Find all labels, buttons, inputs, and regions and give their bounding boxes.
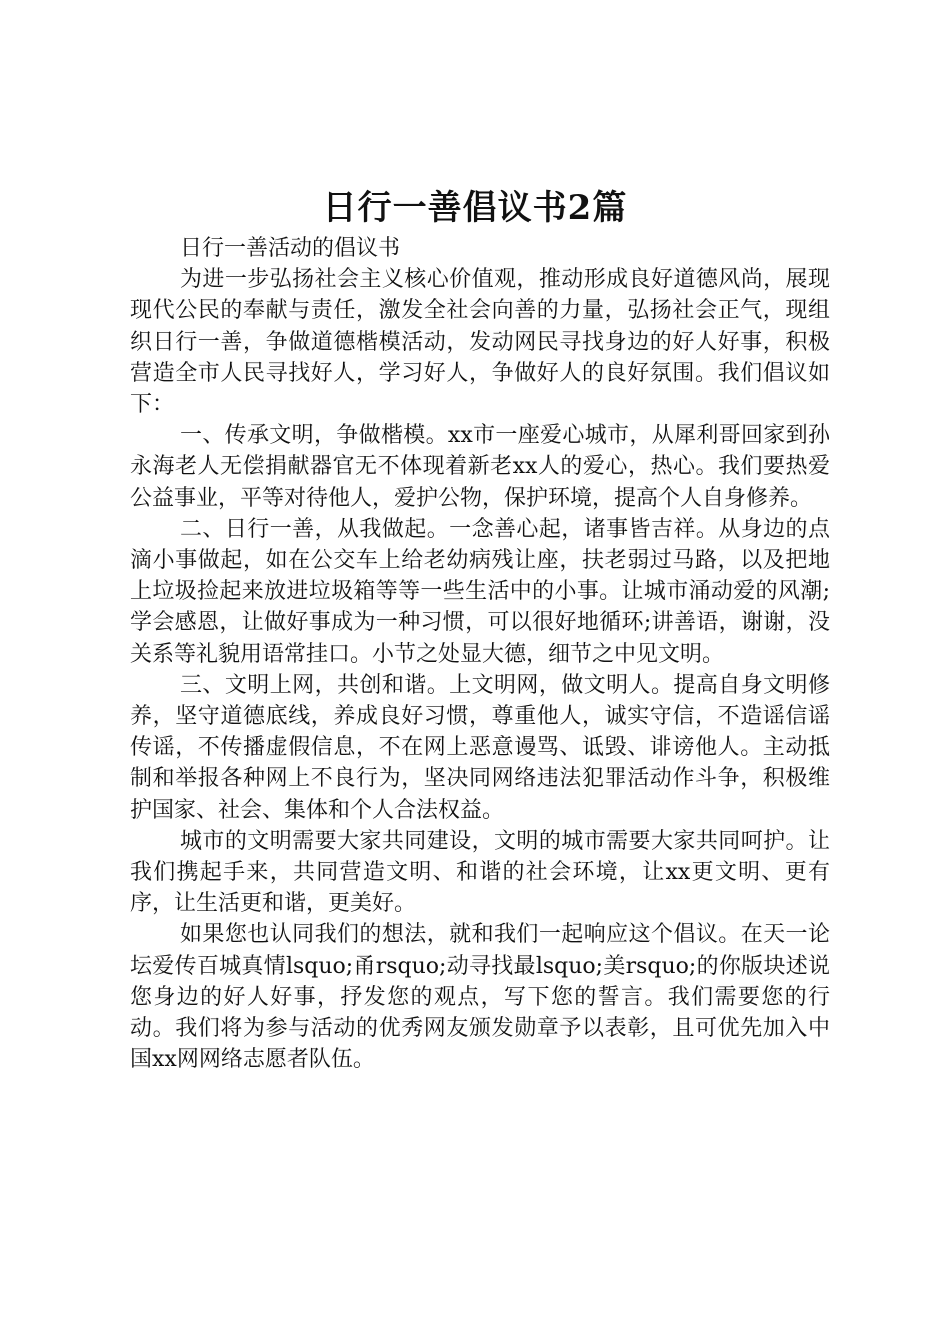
paragraph-item-1: 一、传承文明，争做楷模。xx市一座爱心城市，从犀利哥回家到孙永海老人无偿捐献器官无不体现着新老xx人的爱心，热心。我们要热爱公益事业，平等对待他人，爱护公物，保护环境，提高个人自身修养。: [130, 423, 830, 511]
paragraph-intro: 为进一步弘扬社会主义核心价值观，推动形成良好道德风尚，展现现代公民的奉献与责任，激发全社会向善的力量，弘扬社会正气，现组织日行一善，争做道德楷模活动，发动网民寻找身边的好人好事，积极营造全市人民寻找好人，学习好人，争做好人的良好氛围。我们倡议如下：: [130, 267, 830, 418]
document-title: 日行一善倡议书2篇: [322, 188, 628, 228]
paragraph-item-2: 二、日行一善，从我做起。一念善心起，诸事皆吉祥。从身边的点滴小事做起，如在公交车上给老幼病残让座，扶老弱过马路，以及把地上垃圾捡起来放进垃圾箱等等一些生活中的小事。让城市涌动爱的风潮;学会感恩，让做好事成为一种习惯，可以很好地循环;讲善语，谢谢，没关系等礼貌用语常挂口。小节之处显大德，细节之中见文明。: [130, 516, 830, 667]
paragraph-conclusion: 城市的文明需要大家共同建设，文明的城市需要大家共同呵护。让我们携起手来，共同营造文明、和谐的社会环境，让xx更文明、更有序，让生活更和谐，更美好。: [130, 828, 830, 917]
document-body: [130, 233, 830, 1075]
paragraph-call-to-action: 如果您也认同我们的想法，就和我们一起响应这个倡议。在天一论坛爱传百城真情lsquo;甬rsquo;动寻找最lsquo;美rsquo;的你版块述说您身边的好人好事，抒发您的观点，写下您的誓言。我们需要您的行动。我们将为参与活动的优秀网友颁发勋章予以表彰，且可优先加入中国xx网网络志愿者队伍。: [130, 922, 830, 1073]
document-subtitle: 日行一善活动的倡议书: [180, 236, 401, 261]
paragraph-item-3: 三、文明上网，共创和谐。上文明网，做文明人。提高自身文明修养，坚守道德底线，养成良好习惯，尊重他人，诚实守信，不造谣信谣传谣，不传播虚假信息，不在网上恶意谩骂、诋毁、诽谤他人。主动抵制和举报各种网上不良行为，坚决同网络违法犯罪活动作斗争，积极维护国家、社会、集体和个人合法权益。: [130, 672, 830, 823]
